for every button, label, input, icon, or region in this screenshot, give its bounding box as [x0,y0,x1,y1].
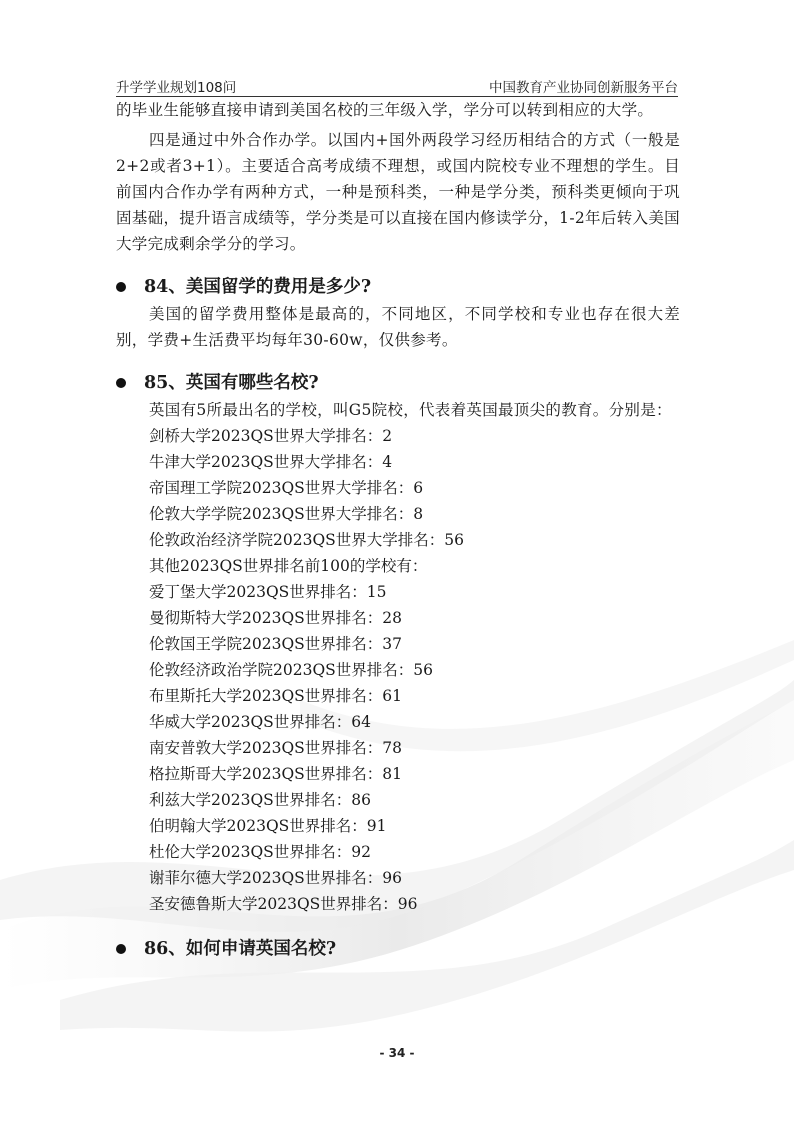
header-platform-name: 中国教育产业协同创新服务平台 [489,80,678,96]
page-header [116,74,678,97]
list-item: 帝国理工学院2023QS世界大学排名：6 [149,479,424,497]
bullet-icon [116,282,126,292]
question-86-title: 86、如何申请英国名校? [144,939,337,959]
g5-university-list [116,423,680,917]
list-item: 剑桥大学2023QS世界大学排名：2 [149,427,393,445]
question-85-answer: 英国有5所最出名的学校，叫G5院校，代表着英国最顶尖的教育。分别是： [149,401,672,419]
other-universities-intro: 其他2023QS世界排名前100的学校有： [149,557,428,575]
question-85-title: 85、英国有哪些名校? [144,373,319,393]
bullet-icon [116,944,126,954]
list-item: 伦敦政治经济学院2023QS世界大学排名：56 [149,531,464,549]
list-item: 圣安德鲁斯大学2023QS世界排名：96 [149,895,418,913]
question-84-answer: 美国的留学费用整体是最高的，不同地区，不同学校和专业也存在很大差别，学费+生活费平均每年30-60w，仅供参考。 [116,305,680,349]
question-84-title: 84、美国留学的费用是多少? [144,277,372,297]
list-item: 南安普敦大学2023QS世界排名：78 [149,739,402,757]
list-item: 格拉斯哥大学2023QS世界排名：81 [149,765,402,783]
list-item: 伯明翰大学2023QS世界排名：91 [149,817,387,835]
list-item: 谢菲尔德大学2023QS世界排名：96 [149,869,402,887]
list-item: 华威大学2023QS世界排名：64 [149,713,371,731]
header-book-title: 升学学业规划108问 [116,80,237,96]
page-number: - 34 - [379,1046,415,1060]
list-item: 杜伦大学2023QS世界排名：92 [149,843,371,861]
bullet-icon [116,378,126,388]
continuation-paragraph: 的毕业生能够直接申请到美国名校的三年级入学，学分可以转到相应的大学。 [116,101,654,119]
list-item: 布里斯托大学2023QS世界排名：61 [149,687,402,705]
list-item: 利兹大学2023QS世界排名：86 [149,791,371,809]
question-84-heading [116,273,680,301]
question-85-heading [116,369,680,397]
list-item: 伦敦大学学院2023QS世界大学排名：8 [149,505,424,523]
list-item: 牛津大学2023QS世界大学排名：4 [149,453,393,471]
list-item: 曼彻斯特大学2023QS世界排名：28 [149,609,402,627]
sino-foreign-paragraph: 四是通过中外合作办学。以国内+国外两段学习经历相结合的方式（一般是2+2或者3+1）。主要适合高考成绩不理想，或国内院校专业不理想的学生。目前国内合作办学有两种方式，一种是预科类，一种是学分类，预科类更倾向于巩固基础，提升语言成绩等，学分类是可以直接在国内修读学分，1-2年后转入美国大学完成剩余学分的学习。 [116,131,680,253]
list-item: 伦敦国王学院2023QS世界排名：37 [149,635,402,653]
list-item: 爱丁堡大学2023QS世界排名：15 [149,583,387,601]
page-content [116,97,680,963]
question-86-heading [116,935,680,963]
list-item: 伦敦经济政治学院2023QS世界排名：56 [149,661,433,679]
